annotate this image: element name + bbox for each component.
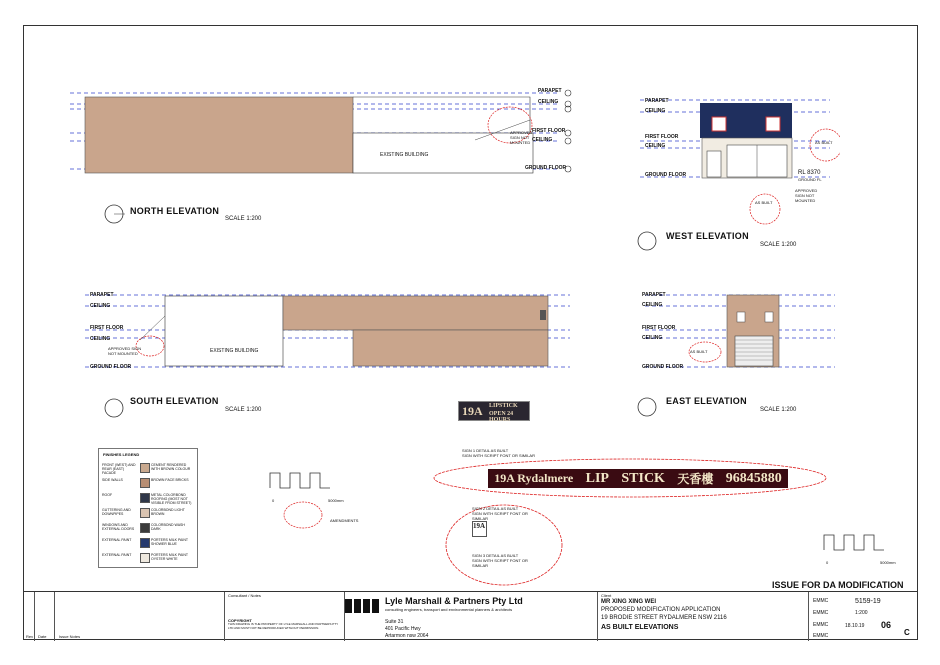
- north-elevation-title: NORTH ELEVATION: [130, 206, 220, 216]
- legend-item-description: COLORBOND WASH DARK: [151, 523, 185, 531]
- west-parapet-label: PARAPET: [645, 98, 669, 104]
- legend-item-description: PORTERS MILK PAINT SHOWER BLUE: [151, 538, 188, 546]
- legend-item-label: WINDOWS AND EXTERNAL DOORS: [102, 523, 135, 531]
- sign1-stick-text: STICK: [621, 470, 665, 486]
- legend-swatch: [140, 493, 150, 503]
- scale-bar-left-icon: [268, 468, 338, 498]
- north-elevation-marker-icon: [103, 203, 125, 225]
- title-block: [23, 591, 918, 641]
- legend-item-description: COLORBOND LIGHT BROWN: [151, 508, 185, 516]
- east-ground-floor-label: GROUND FLOOR: [642, 364, 684, 370]
- west-ceiling-label: CEILING: [645, 108, 666, 114]
- scale-right-length: 5000mm: [880, 560, 896, 565]
- legend-item-label: EXTERNAL PAINT: [102, 553, 132, 557]
- sign3-detail-note: SIGN 3 DETAIL AS BUILT SIGN WITH SCRIPT FONT OR SIMILAR: [472, 553, 528, 568]
- west-as-built-note: AS BUILT: [815, 140, 833, 145]
- sign-small-hours: OPEN 24 HOURS: [489, 411, 514, 423]
- east-parapet-label: PARAPET: [642, 292, 666, 298]
- scale-left-length: 5000mm: [328, 498, 344, 503]
- legend-swatch: [140, 508, 150, 518]
- sign1-detail-note: SIGN 1 DETAIL AS BUILT SIGN WITH SCRIPT FONT OR SIMILAR: [462, 448, 535, 458]
- south-elevation-title: SOUTH ELEVATION: [130, 396, 219, 406]
- client-label: Client: [601, 593, 612, 598]
- west-ground-rl-label: GROUND FL: [798, 177, 822, 182]
- address-line-2: 401 Pacific Hwy: [385, 626, 421, 632]
- scale-left-zero: 0: [272, 498, 275, 503]
- south-elevation-drawing: [80, 290, 580, 380]
- drawing-title: AS BUILT ELEVATIONS: [601, 624, 679, 631]
- north-parapet-label: PARAPET: [538, 88, 562, 94]
- north-existing-building-label: EXISTING BUILDING: [380, 152, 429, 158]
- finishes-legend-title: FINISHES LEGEND: [103, 452, 140, 457]
- sign-small-name: LIPSTICK: [489, 403, 518, 409]
- west-elevation-drawing: [640, 95, 840, 225]
- legend-item-description: BROWN FACE BRICKS: [151, 478, 189, 482]
- north-first-floor-label: FIRST FLOOR: [532, 128, 566, 134]
- legend-swatch: [140, 553, 150, 563]
- south-existing-building-label: EXISTING BUILDING: [210, 348, 259, 354]
- sign1-chinese-text: 天香樓: [677, 472, 714, 486]
- project-line-2: 19 BRODIE STREET RYDALMERE NSW 2116: [601, 615, 727, 621]
- north-elevation-scale: SCALE 1:200: [225, 216, 262, 222]
- client-name: MR XING XING WEI: [601, 599, 657, 605]
- south-parapet-label: PARAPET: [90, 292, 114, 298]
- sign-box-small: [458, 401, 530, 421]
- copyright-title: COPYRIGHT: [228, 618, 252, 623]
- company-name: Lyle Marshall & Partners Pty Ltd: [385, 596, 523, 606]
- approved-by: EMMC: [813, 622, 829, 628]
- west-as-built-note-2: AS BUILT: [755, 200, 773, 205]
- revision-cloud-left: [282, 500, 324, 530]
- issue-for-da-modification: ISSUE FOR DA MODIFICATION: [772, 580, 904, 590]
- scale-right-zero: 0: [826, 560, 829, 565]
- west-rl-label: RL 8370: [798, 170, 821, 176]
- west-first-floor-label: FIRST FLOOR: [645, 134, 679, 140]
- east-elevation-title: EAST ELEVATION: [666, 396, 747, 406]
- east-ceiling-label: CEILING: [642, 302, 663, 308]
- amendments-label: AMENDMENTS: [330, 518, 359, 523]
- west-elevation-scale: SCALE 1:200: [760, 242, 797, 248]
- drawing-scale: 1:200: [855, 610, 868, 616]
- north-ground-floor-label: GROUND FLOOR: [525, 165, 567, 171]
- legend-swatch: [140, 538, 150, 548]
- sign1-left-text: 19A Rydalmere: [494, 471, 574, 485]
- drawing-date: 18.10.19: [845, 623, 865, 629]
- south-ground-floor-label: GROUND FLOOR: [90, 364, 132, 370]
- legend-swatch: [140, 523, 150, 533]
- legend-item-label: EXTERNAL PAINT: [102, 538, 132, 542]
- south-approved-sign-note: APPROVED SIGN NOT MOUNTED: [108, 346, 142, 356]
- legend-swatch: [140, 478, 150, 488]
- legend-item-description: PORTERS MILK PAINT OYSTER WHITE: [151, 553, 188, 561]
- checked-by: EMMC: [813, 610, 829, 616]
- legend-item-label: FRONT (WEST) AND REAR (EAST) FACADE: [102, 463, 136, 475]
- scale-bar-right-icon: [822, 530, 892, 558]
- designed-by: EMMC: [813, 633, 829, 639]
- west-approved-sign-note: APPROVED SIGN NOT MOUNTED: [795, 188, 818, 203]
- west-elevation-title: WEST ELEVATION: [666, 231, 749, 241]
- legend-item-label: ROOF: [102, 493, 113, 497]
- east-ceiling2-label: CEILING: [642, 335, 663, 341]
- job-number: 5159-19: [855, 598, 881, 605]
- address-line-1: Suite 31: [385, 619, 404, 625]
- rev-header: Rev: [26, 634, 34, 639]
- sign1-phone-text: 96845880: [725, 470, 782, 486]
- east-elevation-marker-icon: [636, 396, 658, 418]
- east-first-floor-label: FIRST FLOOR: [642, 325, 676, 331]
- sign1-banner: [488, 469, 788, 488]
- east-elevation-scale: SCALE 1:200: [760, 407, 797, 413]
- legend-item-label: SIDE WALLS: [102, 478, 123, 482]
- north-ceiling-label: CEILING: [538, 99, 559, 105]
- east-as-built-note: AS BUILT: [690, 349, 708, 354]
- issue-notes-header: Issue Notes: [59, 634, 81, 639]
- legend-item-label: GUTTERING AND DOWNPIPES: [102, 508, 131, 516]
- drawn-by: EMMC: [813, 598, 829, 604]
- copyright-text: THIS DRAWING IS THE PROPERTY OF LYLE MARSHALL AND PARTNERS PTY LTD AND MUST NOT BE REPRODUCED WITHOUT PERMISSION.: [228, 622, 339, 630]
- address-line-3: Artarmon nsw 2064: [385, 633, 429, 639]
- legend-item-description: CEMENT RENDERED WITH BROWN COLOUR: [151, 463, 191, 471]
- south-elevation-scale: SCALE 1:200: [225, 407, 262, 413]
- sign1-lip-text: LIP: [585, 470, 609, 486]
- project-line-1: PROPOSED MODIFICATION APPLICATION: [601, 607, 721, 613]
- finishes-legend: [98, 448, 198, 568]
- south-ceiling-label: CEILING: [90, 303, 111, 309]
- south-ceiling2-label: CEILING: [90, 336, 111, 342]
- north-approved-sign-note: APPROVED SIGN NOT MOUNTED: [510, 130, 533, 145]
- north-elevation-drawing: [60, 85, 580, 195]
- south-elevation-marker-icon: [103, 397, 125, 419]
- sign3-box: 19A: [472, 521, 487, 537]
- north-ceiling2-label: CEILING: [532, 137, 553, 143]
- consultant-label: Consultant / Notes: [228, 593, 261, 598]
- company-subtitle: consulting engineers, transport and environmental planners & architects: [385, 607, 513, 612]
- sign2-detail-note: SIGN 2 DETAIL AS BUILT SIGN WITH SCRIPT FONT OR SIMILAR: [472, 506, 528, 521]
- sheet-number: 06: [881, 620, 892, 630]
- legend-swatch: [140, 463, 150, 473]
- south-first-floor-label: FIRST FLOOR: [90, 325, 124, 331]
- west-ground-floor-label: GROUND FLOOR: [645, 172, 687, 178]
- west-ceiling2-label: CEILING: [645, 143, 666, 149]
- legend-item-description: METAL COLORBOND ROOFING (MOST NOT VISIBLE FROM STREET): [151, 493, 192, 505]
- date-header: Date: [38, 634, 47, 639]
- revision-letter: C: [904, 628, 910, 637]
- west-elevation-marker-icon: [636, 230, 658, 252]
- sign-small-number: 19A: [462, 404, 483, 418]
